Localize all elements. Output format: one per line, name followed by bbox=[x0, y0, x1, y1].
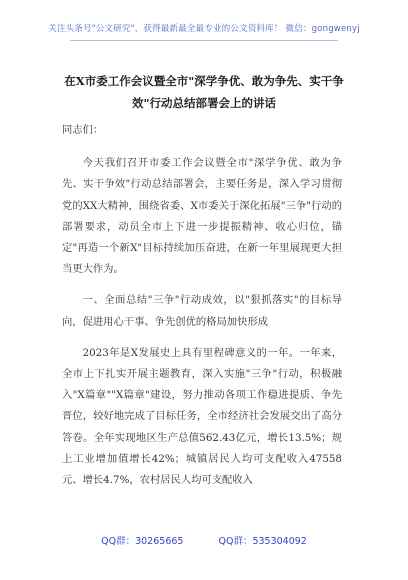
section-heading-1: 一、全面总结"三争"行动成效，以"狠抓落实"的目标导向，促进用心干事、争先创优的格局加快形成 bbox=[62, 294, 342, 328]
header-banner: 关注头条号"公文研究"，获得最新最全最专业的公文资料库！ 微信：gongwenyj bbox=[48, 24, 360, 34]
footer-qq-group-1: QQ群：30265665 bbox=[101, 536, 184, 547]
document-body bbox=[62, 120, 342, 491]
footer bbox=[0, 533, 408, 547]
footer-qq-group-2: QQ群：535304092 bbox=[218, 536, 307, 547]
paragraph-2023: 2023年是X发展史上具有里程碑意义的一年。一年来，全市上下扎实开展主题教育，深入实施"三争"行动，积极融入"X篇章""X篇章"建设，努力推动各项工作稳进提质、争先晋位，较好地完成了目标任务，全市经济社会发展交出了高分答卷。全年实现地区生产总值562.43亿元，增长13.5%；规上工业增加值增长42%；城镇居民人均可支配收入47558元、增长4.7%，农村居民人均可支配收入 bbox=[62, 346, 342, 487]
paragraph-intro: 今天我们召开市委工作会议暨全市"深学争优、敢为争先、实干争效"行动总结部署会，主要任务是，深入学习贯彻党的XX大精神，围绕省委、X市委关于深化拓展"三争"行动的部署要求，动员全市上下进一步提振精神、收心归位，锚定"再造一个新X"目标持续加压奋进，在新一年里展现更大担当更大作为。 bbox=[62, 157, 342, 276]
document-title: 在X市委工作会议暨全市"深学争优、敢为争先、实干争效"行动总结部署会上的讲话 bbox=[64, 74, 344, 110]
salutation: 同志们： bbox=[62, 124, 104, 136]
header-divider bbox=[70, 40, 338, 41]
